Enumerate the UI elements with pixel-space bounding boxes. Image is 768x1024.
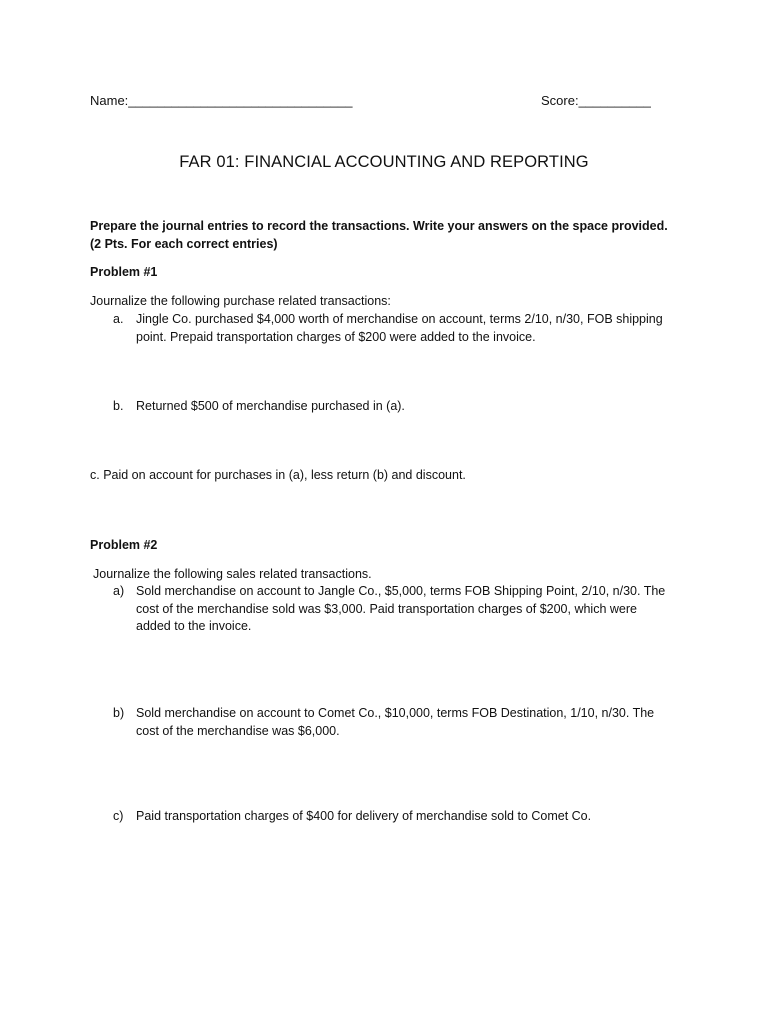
instructions: Prepare the journal entries to record the transactions. Write your answers on the space provided. (2 Pts. For each correct entries) xyxy=(90,219,668,251)
item-text: Paid transportation charges of $400 for delivery of merchandise sold to Comet Co. xyxy=(136,809,592,823)
item-text: Returned $500 of merchandise purchased in (a). xyxy=(136,399,405,413)
item-marker: a. xyxy=(113,312,124,326)
item-text: Sold merchandise on account to Jangle Co., $5,000, terms FOB Shipping Point, 2/10, n/30. The cost of the merchandise sold was $3,000. Paid transportation charges of $200, which were added to the invoice. xyxy=(136,584,666,633)
name-field: Name:_______________________________ xyxy=(90,93,353,108)
problem-1-item-a xyxy=(113,311,673,346)
page-title: FAR 01: FINANCIAL ACCOUNTING AND REPORTING xyxy=(179,153,589,171)
score-field: Score:__________ xyxy=(541,93,651,108)
item-text: Sold merchandise on account to Comet Co., $10,000, terms FOB Destination, 1/10, n/30. The cost of the merchandise was $6,000. xyxy=(136,706,655,738)
problem-2-item-b xyxy=(113,705,673,740)
item-marker: a) xyxy=(113,584,125,598)
problem-1-heading: Problem #1 xyxy=(90,265,158,279)
item-marker: c) xyxy=(113,809,124,823)
problem-2-heading: Problem #2 xyxy=(90,538,158,552)
problem-1-item-c: c. Paid on account for purchases in (a), less return (b) and discount. xyxy=(90,468,466,482)
problem-2-item-a xyxy=(113,583,673,636)
item-text: Jingle Co. purchased $4,000 worth of merchandise on account, terms 2/10, n/30, FOB shipping point. Prepaid transportation charges of $200 were added to the invoice. xyxy=(136,312,663,344)
problem-2-intro: Journalize the following sales related transactions. xyxy=(93,567,372,581)
problem-1-item-b xyxy=(113,398,673,416)
problem-1-intro: Journalize the following purchase related transactions: xyxy=(90,294,391,308)
item-marker: b) xyxy=(113,706,125,720)
problem-2-item-c xyxy=(113,808,673,826)
item-marker: b. xyxy=(113,399,124,413)
